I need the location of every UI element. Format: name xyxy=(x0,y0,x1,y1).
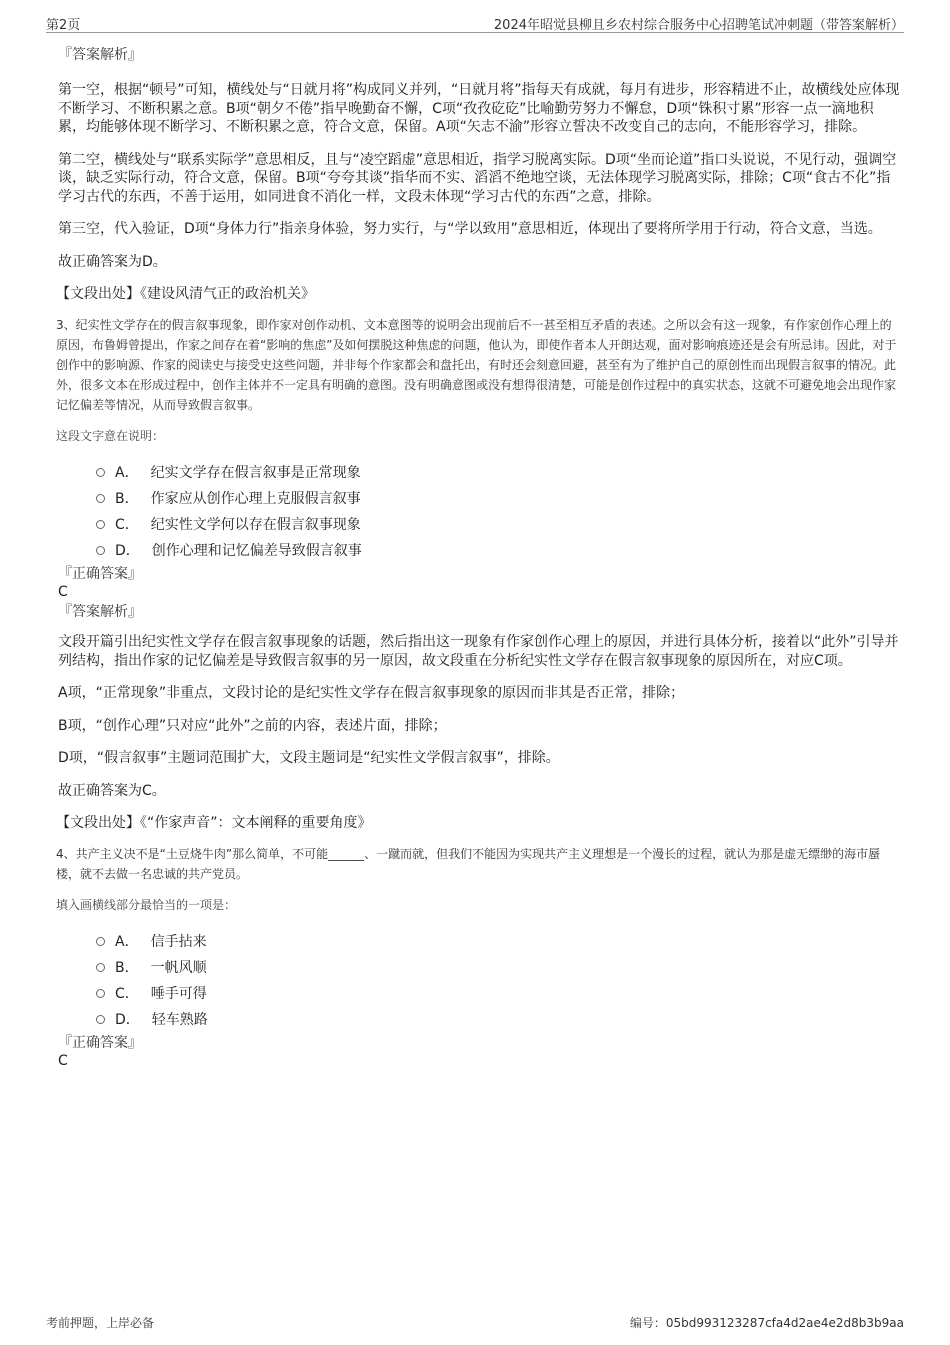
q2-source: 【文段出处】《建设风清气正的政治机关》 xyxy=(56,286,315,302)
page-number: 第2页 xyxy=(46,18,81,33)
radio-icon[interactable] xyxy=(96,468,105,477)
radio-icon[interactable] xyxy=(96,1015,105,1024)
footer-serial: 编号：05bd993123287cfa4d2ae4e2d8b3b9aa xyxy=(629,1316,904,1330)
q3-correct-answer: C xyxy=(58,584,68,600)
q4-option-d[interactable]: D． 轻车熟路 xyxy=(96,1006,900,1032)
q4-option-b[interactable]: B． 一帆风顺 xyxy=(96,954,900,980)
q3-option-d[interactable]: D． 创作心理和记忆偏差导致假言叙事 xyxy=(96,537,900,563)
q3-prompt: 这段文字意在说明： xyxy=(56,429,165,443)
radio-icon[interactable] xyxy=(96,546,105,555)
footer-slogan: 考前押题，上岸必备 xyxy=(46,1316,155,1330)
q3-analysis-label: 『答案解析』 xyxy=(58,604,142,620)
q2-answer-summary: 故正确答案为D。 xyxy=(58,253,167,270)
radio-icon[interactable] xyxy=(96,494,105,503)
page-footer xyxy=(46,1310,904,1332)
radio-icon[interactable] xyxy=(96,989,105,998)
q2-analysis-p1: 第一空，根据“顿号”可知，横线处与“日就月将”构成同义并列，“日就月将”指每天有成就，每月有进步，形容精进不止，故横线处应体现不断学习、不断积累之意。B项“朝夕不倦”指早晚勤奋不懈，C项“孜孜矻矻”比喻勤劳努力不懈怠，D项“铢积寸累”形容一点一滴地积累，均能够体现不断学习、不断积累之意，符合文意，保留。A项“矢志不渝”形容立誓决不改变自己的志向，不能形容学习，排除。 xyxy=(58,82,900,135)
q3-analysis-p1: 文段开篇引出纪实性文学存在假言叙事现象的话题，然后指出这一现象有作家创作心理上的原因，并进行具体分析，接着以“此外”引导并列结构，指出作家的记忆偏差是导致假言叙事的另一原因，故文段重在分析纪实性文学存在假言叙事现象的原因所在，对应C项。 xyxy=(58,634,899,669)
q3-option-a[interactable]: A． 纪实文学存在假言叙事是正常现象 xyxy=(96,459,900,485)
q4-option-a[interactable]: A． 信手拈来 xyxy=(96,928,900,954)
q3-option-c[interactable]: C． 纪实性文学何以存在假言叙事现象 xyxy=(96,511,900,537)
q4-option-c[interactable]: C． 唾手可得 xyxy=(96,980,900,1006)
q3-options xyxy=(96,459,900,563)
q3-option-b[interactable]: B． 作家应从创作心理上克服假言叙事 xyxy=(96,485,900,511)
q3-answer-summary: 故正确答案为C。 xyxy=(58,782,166,799)
radio-icon[interactable] xyxy=(96,937,105,946)
q3-analysis-p4: D项，“假言叙事”主题词范围扩大，文段主题词是“纪实性文学假言叙事”，排除。 xyxy=(58,750,560,766)
q4-correct-label: 『正确答案』 xyxy=(58,1035,142,1051)
radio-icon[interactable] xyxy=(96,963,105,972)
page-header xyxy=(46,10,904,33)
q4-question-text: 4、共产主义决不是“土豆烧牛肉”那么简单，不可能______、一蹴而就，但我们不能因为实现共产主义理想是一个漫长的过程，就认为那是虚无缥缈的海市蜃楼，就不去做一名忠诚的共产党员。 xyxy=(56,847,881,881)
q3-source: 【文段出处】《“作家声音”：文本阐释的重要角度》 xyxy=(56,815,372,831)
q3-analysis-p2: A项，“正常现象”非重点，文段讨论的是纪实性文学存在假言叙事现象的原因而非其是否正常，排除； xyxy=(58,685,685,701)
q2-analysis-label: 『答案解析』 xyxy=(58,47,142,63)
q3-question-text: 3、纪实性文学存在的假言叙事现象，即作家对创作动机、文本意图等的说明会出现前后不一甚至相互矛盾的表述。之所以会有这一现象，有作家创作心理上的原因，布鲁姆曾提出，作家之间存在着“影响的焦虑”及如何摆脱这种焦虑的问题，他认为，即使作者本人开朗达观，面对影响痕迹还是会有所忌讳。因此，对于创作中的影响源、作家的阅读史与接受史这些问题，并非每个作家都会和盘托出，有时还会刻意回避，甚至有为了维护自己的原创性而出现假言叙事的情况。此外，很多文本在形成过程中，创作主体并不一定具有明确的意图。没有明确意图或没有想得很清楚，可能是创作过程中的真实状态，这就不可避免地会出现作家记忆偏差等情况，从而导致假言叙事。 xyxy=(56,318,897,412)
q3-correct-label: 『正确答案』 xyxy=(58,566,142,582)
q4-options xyxy=(96,928,900,1032)
q4-prompt: 填入画横线部分最恰当的一项是： xyxy=(56,898,237,912)
document-title: 2024年昭觉县柳且乡农村综合服务中心招聘笔试冲刺题（带答案解析） xyxy=(493,18,904,33)
document-body xyxy=(56,42,900,1070)
q3-analysis-p3: B项，“创作心理”只对应“此外”之前的内容，表述片面，排除； xyxy=(58,717,447,734)
q4-correct-answer: C xyxy=(58,1053,68,1069)
q2-analysis-p2: 第二空，横线处与“联系实际学”意思相反，且与“凌空蹈虚”意思相近，指学习脱离实际。D项“坐而论道”指口头说说，不见行动，强调空谈，缺乏实际行动，符合文意，保留。B项“夸夸其谈”指华而不实、滔滔不绝地空谈，无法体现学习脱离实际，排除；C项“食古不化”指学习古代的东西，不善于运用，如同进食不消化一样，文段未体现“学习古代的东西”之意，排除。 xyxy=(58,151,897,205)
q2-analysis-p3: 第三空，代入验证，D项“身体力行”指亲身体验，努力实行，与“学以致用”意思相近，体现出了要将所学用于行动，符合文意，当选。 xyxy=(58,221,882,237)
radio-icon[interactable] xyxy=(96,520,105,529)
